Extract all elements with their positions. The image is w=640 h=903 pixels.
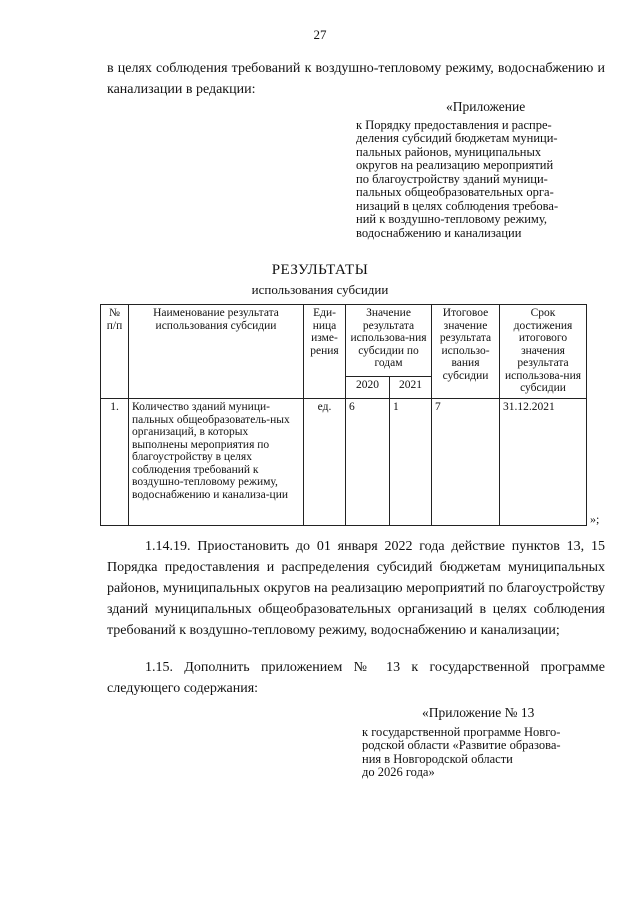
appendix-line: низаций в целях соблюдения требова- bbox=[356, 198, 559, 213]
appendix-13-line: к государственной программе Новго- bbox=[362, 724, 561, 739]
appendix-13-note bbox=[362, 706, 612, 780]
appendix-line: водоснабжению и канализации bbox=[356, 225, 522, 240]
header-year-2020: 2020 bbox=[346, 377, 390, 399]
paragraph-1-14-19: 1.14.19. Приостановить до 01 января 2022 года действие пунктов 13, 15 Порядка предоставления и распределения субсидий бюджетам муниципальных районов, муниципальных округов на реализацию мероприятий по благоустройству зданий муниципальных общеобразовательных организаций в целях соблюдения требований к воздушно-тепловому режиму, водоснабжению и канализации; bbox=[107, 539, 605, 638]
header-name: Наименование результата использования субсидии bbox=[129, 305, 304, 399]
row-value-2020: 6 bbox=[346, 399, 390, 526]
header-unit: Еди-ница изме-рения bbox=[304, 305, 346, 399]
table-closing-quote: »; bbox=[590, 512, 600, 526]
header-deadline: Срок достижения итогового значения результата использова-ния субсидии bbox=[500, 305, 587, 399]
appendix-line: по благоустройству зданий муници- bbox=[356, 171, 548, 186]
row-name: Количество зданий муници-пальных общеобразователь-ных организаций, в которых выполнены мероприятия по благоустройству в целях соблюдения требований к воздушно-тепловому режиму, водоснабжению и канализа-ции bbox=[129, 399, 304, 526]
appendix-line: пальных общеобразовательных орга- bbox=[356, 185, 554, 199]
appendix-13-line: родской области «Развитие образова- bbox=[362, 738, 561, 752]
paragraph-1-15: 1.15. Дополнить приложением № 13 к государственной программе следующего содержания: bbox=[107, 660, 605, 696]
results-title: РЕЗУЛЬТАТЫ bbox=[271, 262, 369, 278]
appendix-13-line: ния в Новгородской области bbox=[362, 751, 513, 766]
header-values-by-year: Значение результата использова-ния субсидии по годам bbox=[346, 305, 432, 377]
row-num: 1. bbox=[101, 399, 129, 526]
appendix-line: к Порядку предоставления и распре- bbox=[356, 117, 552, 132]
table-row bbox=[101, 399, 587, 526]
row-total: 7 bbox=[432, 399, 500, 526]
row-value-2021: 1 bbox=[390, 399, 432, 526]
results-subtitle: использования субсидии bbox=[251, 282, 389, 297]
header-num: № п/п bbox=[101, 305, 129, 399]
appendix-note bbox=[356, 100, 606, 240]
header-total: Итоговое значение результата использо-вания субсидии bbox=[432, 305, 500, 399]
appendix-line: округов на реализацию мероприятий bbox=[356, 158, 554, 172]
results-table bbox=[100, 304, 587, 526]
appendix-13-heading: «Приложение № 13 bbox=[422, 705, 535, 720]
appendix-line: пальных районов, муниципальных bbox=[356, 144, 542, 159]
row-unit: ед. bbox=[304, 399, 346, 526]
page-number: 27 bbox=[313, 27, 327, 42]
header-year-2021: 2021 bbox=[390, 377, 432, 399]
appendix-13-line: до 2026 года» bbox=[362, 765, 435, 779]
appendix-line: ний к воздушно-тепловому режиму, bbox=[356, 212, 547, 226]
row-deadline: 31.12.2021 bbox=[500, 399, 587, 526]
appendix-line: деления субсидий бюджетам муници- bbox=[356, 131, 558, 145]
appendix-heading: «Приложение bbox=[446, 99, 526, 114]
intro-paragraph: в целях соблюдения требований к воздушно-тепловому режиму, водоснабжению и канализации в редакции: bbox=[107, 61, 605, 97]
